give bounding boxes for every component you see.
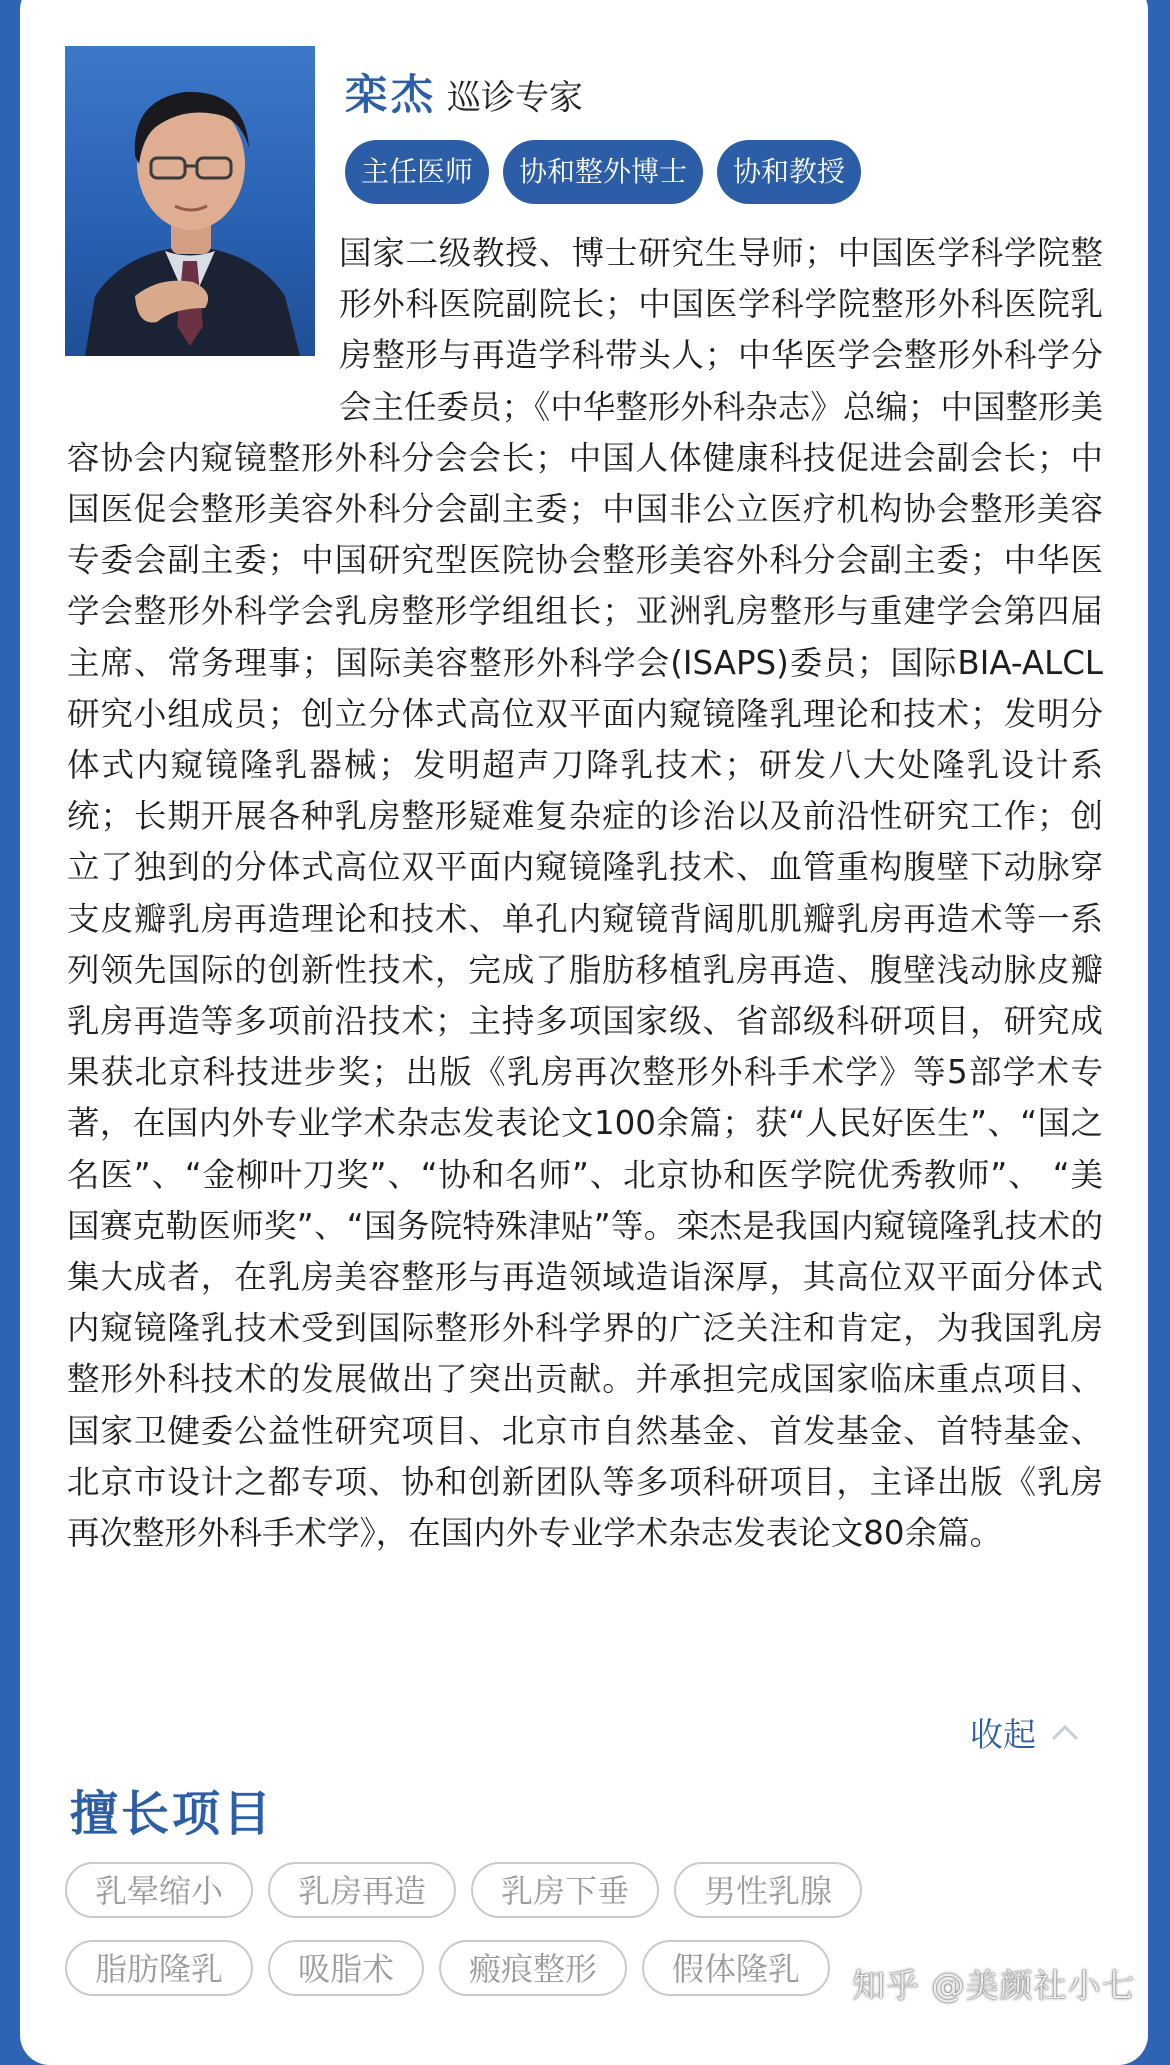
specialty-chip[interactable]: 吸脂术 xyxy=(268,1940,424,1996)
specialties-row xyxy=(65,1862,1105,1918)
title-tag: 主任医师 xyxy=(345,140,489,204)
doctor-bio xyxy=(67,228,1103,1559)
specialty-chip[interactable]: 乳房再造 xyxy=(268,1862,456,1918)
collapse-label: 收起 xyxy=(970,1714,1036,1754)
chevron-up-icon xyxy=(1050,1722,1080,1742)
specialty-chip[interactable]: 男性乳腺 xyxy=(674,1862,862,1918)
specialty-chip[interactable]: 瘢痕整形 xyxy=(439,1940,627,1996)
professor-tag: 协和教授 xyxy=(717,140,861,204)
doctor-role: 巡诊专家 xyxy=(447,78,584,118)
bio-photo-spacer xyxy=(67,228,339,382)
specialty-chip[interactable]: 假体隆乳 xyxy=(642,1940,830,1996)
degree-tag: 协和整外博士 xyxy=(503,140,703,204)
bio-text: 国家二级教授、博士研究生导师；中国医学科学院整形外科医院副院长；中国医学科学院整形外科医院乳房整形与再造学科带头人；中华医学会整形外科学分会主任委员；《中华整形外科杂志》总编；中国整形美容协会内窥镜整形外科分会会长；中国人体健康科技促进会副会长；中国医促会整形美容外科分会副主委；中国非公立医疗机构协会整形美容专委会副主委；中国研究型医院协会整形美容外科分会副主委；中华医学会整形外科学会乳房整形学组组长；亚洲乳房整形与重建学会第四届主席、常务理事；国际美容整形外科学会(ISAPS)委员；国际BIA-ALCL研究小组成员；创立分体式高位双平面内窥镜隆乳理论和技术；发明分体式内窥镜隆乳器械；发明超声刀降乳技术；研发八大处隆乳设计系统；长期开展各种乳房整形疑难复杂症的诊治以及前沿性研究工作；创立了独到的分体式高位双平面内窥镜隆乳技术、血管重构腹壁下动脉穿支皮瓣乳房再造理论和技术、单孔内窥镜背阔肌肌瓣乳房再造术等一系列领先国际的创新性技术，完成了脂肪移植乳房再造、腹壁浅动脉皮瓣乳房再造等多项前沿技术；主持多项国家级、省部级科研项目，研究成果获北京科技进步奖；出版《乳房再次整形外科手术学》等5部学术专著，在国内外专业学术杂志发表论文100余篇；获“人民好医生”、“国之名医”、“金柳叶刀奖”、“协和名师”、北京协和医学院优秀教师”、 “美国赛克勒医师奖”、“国务院特殊津贴”等。栾杰是我国内窥镜隆乳技术的集大成者，在乳房美容整形与再造领域造诣深厚，其高位双平面分体式内窥镜隆乳技术受到国际整形外科学界的广泛关注和肯定，为我国乳房整形外科技术的发展做出了突出贡献。并承担完成国家临床重点项目、国家卫健委公益性研究项目、北京市自然基金、首发基金、首特基金、北京市设计之都专项、协和创新团队等多项科研项目，主译出版《乳房再次整形外科手术学》，在国内外专业学术杂志发表论文80余篇。 xyxy=(67,234,1103,1553)
watermark: 知乎 @美颜社小七 xyxy=(852,1966,1136,2005)
specialties-title: 擅长项目 xyxy=(70,1786,275,1842)
specialty-chip[interactable]: 乳房下垂 xyxy=(471,1862,659,1918)
doctor-tags xyxy=(345,140,861,204)
doctor-header xyxy=(345,62,583,122)
specialty-chip[interactable]: 脂肪隆乳 xyxy=(65,1940,253,1996)
doctor-name: 栾杰 xyxy=(345,70,438,119)
collapse-button[interactable] xyxy=(970,1707,1080,1757)
specialty-chip[interactable]: 乳晕缩小 xyxy=(65,1862,253,1918)
